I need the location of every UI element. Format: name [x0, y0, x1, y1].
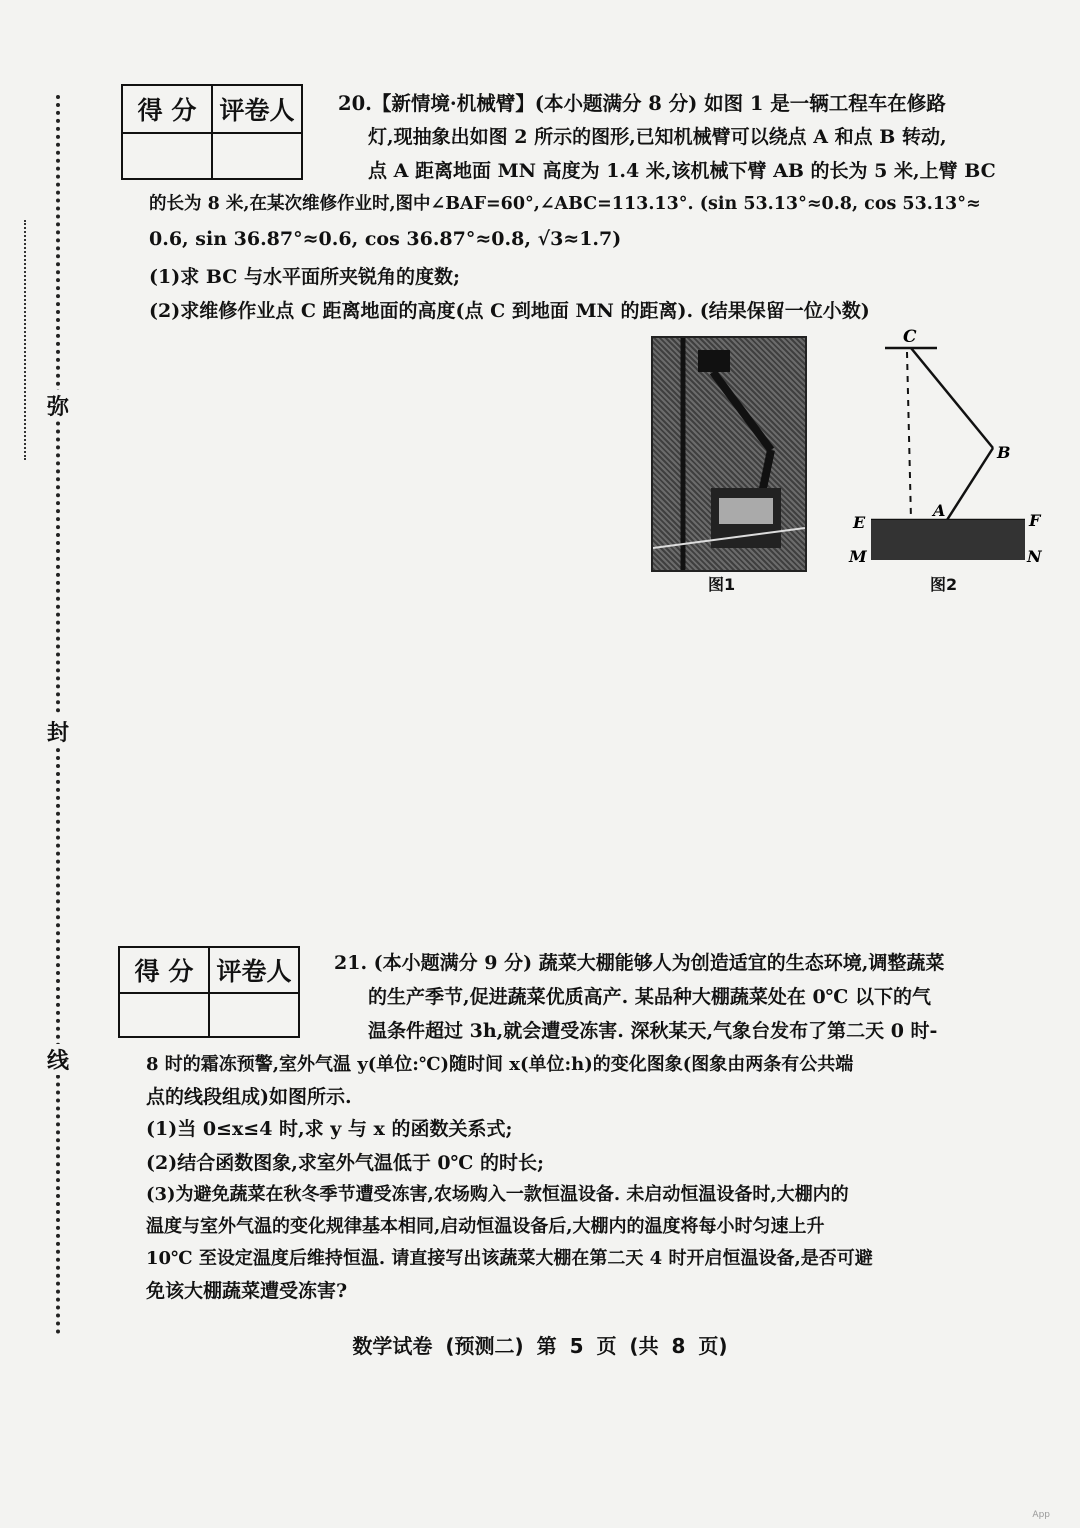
figure-2-diagram — [845, 322, 1045, 572]
grader-cell[interactable] — [209, 993, 299, 1037]
q21-line-4: 8 时的霜冻预警,室外气温 y(单位:℃)随时间 x(单位:h)的变化图象(图象由两条有公共端 — [146, 1054, 854, 1075]
seal-char-xian: 线 — [44, 1044, 72, 1075]
q20-part-2: (2)求维修作业点 C 距离地面的高度(点 C 到地面 MN 的距离). (结果保留一位小数) — [149, 300, 870, 322]
q21-part-3-line-1: (3)为避免蔬菜在秋冬季节遭受冻害,农场购入一款恒温设备. 未启动恒温设备时,大棚内的 — [146, 1184, 849, 1205]
q21-line-1: 21. (本小题满分 9 分) 蔬菜大棚能够人为创造适宜的生态环境,调整蔬菜 — [334, 952, 945, 974]
q21-line-2: 的生产季节,促进蔬菜优质高产. 某品种大棚蔬菜处在 0℃ 以下的气 — [368, 986, 932, 1008]
grader-cell[interactable] — [212, 133, 302, 179]
point-M-label: M — [849, 547, 867, 566]
q21-part-3-line-3: 10℃ 至设定温度后维持恒温. 请直接写出该蔬菜大棚在第二天 4 时开启恒温设备,是否可避 — [146, 1248, 873, 1269]
ground-block — [871, 520, 1025, 560]
app-watermark: App — [1032, 1510, 1050, 1520]
seal-char-feng: 封 — [44, 716, 72, 747]
q20-score-box — [121, 84, 303, 180]
grader-header: 评卷人 — [209, 947, 299, 993]
q21-part-1: (1)当 0≤x≤4 时,求 y 与 x 的函数关系式; — [146, 1118, 513, 1140]
figure-1-label: 图1 — [708, 575, 736, 594]
score-header: 得 分 — [122, 85, 212, 133]
q21-part-2: (2)结合函数图象,求室外气温低于 0℃ 的时长; — [146, 1152, 545, 1174]
segment-AB — [947, 448, 993, 520]
q21-part-3-line-4: 免该大棚蔬菜遭受冻害? — [146, 1280, 348, 1302]
score-cell[interactable] — [119, 993, 209, 1037]
crane-truck-illustration — [653, 338, 805, 570]
q20-line-5: 0.6, sin 36.87°≈0.6, cos 36.87°≈0.8, √3≈1.7) — [149, 228, 622, 250]
score-cell[interactable] — [122, 133, 212, 179]
score-header: 得 分 — [119, 947, 209, 993]
figure-2-label: 图2 — [930, 575, 958, 594]
dashed-vertical — [907, 352, 911, 520]
page-footer: 数学试卷 (预测二) 第 5 页 (共 8 页) — [352, 1334, 728, 1358]
segment-BC — [911, 348, 993, 448]
q20-line-3: 点 A 距离地面 MN 高度为 1.4 米,该机械下臂 AB 的长为 5 米,上臂 BC — [368, 160, 996, 182]
point-B-label: B — [997, 443, 1011, 462]
q21-part-3-line-2: 温度与室外气温的变化规律基本相同,启动恒温设备后,大棚内的温度将每小时匀速上升 — [146, 1216, 825, 1237]
seal-inner-dotted-line — [24, 220, 26, 460]
seal-char-mi: 弥 — [44, 390, 72, 421]
point-A-label: A — [933, 501, 946, 520]
seal-dotted-line — [56, 95, 60, 1335]
point-E-label: E — [853, 513, 866, 532]
q20-part-1: (1)求 BC 与水平面所夹锐角的度数; — [149, 266, 460, 288]
q20-line-4: 的长为 8 米,在某次维修作业时,图中∠BAF=60°,∠ABC=113.13°. (sin 53.13°≈0.8, cos 53.13°≈ — [149, 194, 981, 214]
q21-line-3: 温条件超过 3h,就会遭受冻害. 深秋某天,气象台发布了第二天 0 时- — [368, 1020, 938, 1042]
q21-score-box — [118, 946, 300, 1038]
figure-1-photo — [651, 336, 807, 572]
q20-line-2: 灯,现抽象出如图 2 所示的图形,已知机械臂可以绕点 A 和点 B 转动, — [368, 126, 947, 148]
point-N-label: N — [1027, 547, 1042, 566]
point-C-label: C — [903, 327, 917, 347]
point-F-label: F — [1029, 511, 1041, 530]
grader-header: 评卷人 — [212, 85, 302, 133]
q21-line-5: 点的线段组成)如图所示. — [146, 1086, 352, 1108]
q20-line-1: 20.【新情境·机械臂】(本小题满分 8 分) 如图 1 是一辆工程车在修路 — [338, 92, 946, 115]
